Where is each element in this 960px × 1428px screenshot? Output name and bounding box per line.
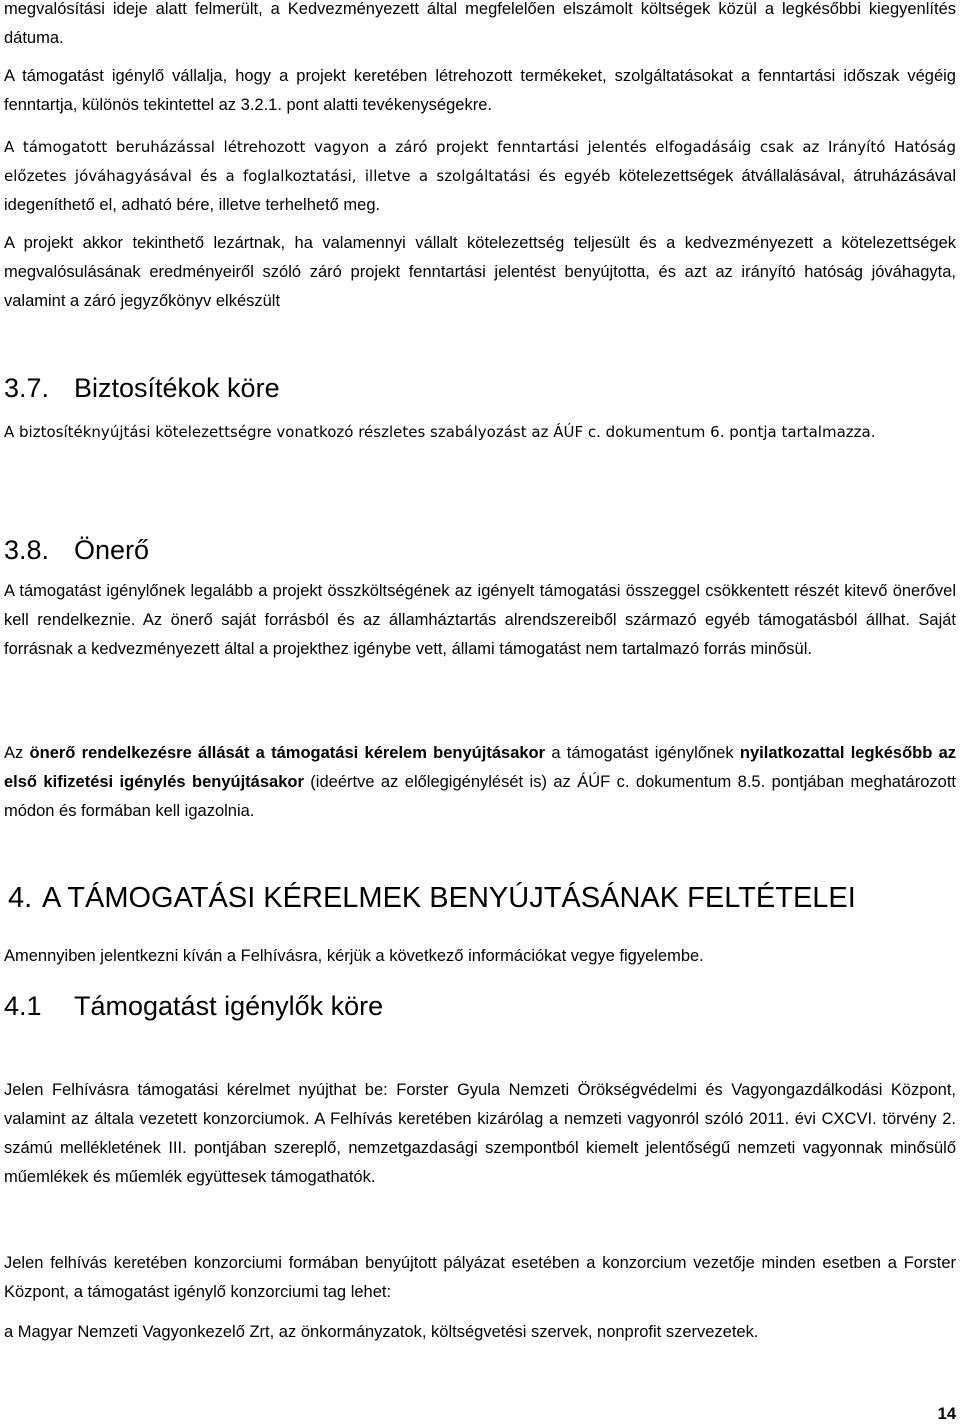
text-run: a támogatást igénylőnek <box>545 744 740 762</box>
paragraph-7 <box>4 739 956 826</box>
paragraph-3-part-2: kötelezettségek átvállalásával, átruházásával idegeníthető el, adható bére, illetve terhelhető meg. <box>4 167 956 214</box>
page-number: 14 <box>937 1405 956 1423</box>
bold-run: nyilatkozattal legkésőbb az első kifizetési igénylés benyújtásakor <box>4 744 957 791</box>
section-number: 3.7. <box>4 373 50 403</box>
paragraph-5: A biztosítéknyújtási kötelezettségre vonatkozó részletes szabályozást az ÁÚF c. dokumentum 6. pontja tartalmazza. <box>4 423 876 441</box>
chapter-heading-4 <box>4 881 856 915</box>
chapter-title: A TÁMOGATÁSI KÉRELMEK BENYÚJTÁSÁNAK FELTÉTELEI <box>42 882 856 914</box>
text-run: Az <box>4 744 30 762</box>
section-title: Támogatást igénylők köre <box>74 991 384 1021</box>
bold-run: rendelkezésre állását a támogatási kérelem benyújtásakor <box>81 744 546 762</box>
paragraph-6: A támogatást igénylőnek legalább a projekt összköltségének az igényelt támogatási összeggel csökkentett részét kitevő önerővel kell rendelkeznie. Az önerő saját forrásból és az államháztartás alrendszereiből származó egyéb támogatásból állhat. Saját forrásnak a kedvezményezett által a projekthez igénybe vett, állami támogatást nem tartalmazó forrás minősül. <box>4 582 956 658</box>
paragraph-8: Amennyiben jelentkezni kíván a Felhívásra, kérjük a következő információkat vegye figyelembe. <box>4 947 704 965</box>
paragraph-2: A támogatást igénylő vállalja, hogy a projekt keretében létrehozott termékeket, szolgáltatásokat a fenntartási időszak végéig fenntartja, különös tekintettel az 3.2.1. pont alatti tevékenységekre. <box>4 67 956 114</box>
paragraph-4: A projekt akkor tekinthető lezártnak, ha valamennyi vállalt kötelezettség teljesült és a kedvezményezett a kötelezettségek megvalósulásának eredményeiről szóló záró projekt fenntartási jelentést benyújtotta, és azt az irányító hatóság jóváhagyta, valamint a záró jegyzőkönyv elkészült <box>4 234 956 310</box>
section-heading-3-7 <box>4 371 280 405</box>
paragraph-1: megvalósítási ideje alatt felmerült, a Kedvezményezett által megfelelően elszámolt költségek közül a legkésőbbi kiegyenlítés dátuma. <box>4 0 956 47</box>
section-heading-3-8 <box>4 533 149 567</box>
paragraph-9: Jelen Felhívásra támogatási kérelmet nyújthat be: Forster Gyula Nemzeti Örökségvédelmi és Vagyongazdálkodási Központ, valamint az általa vezetett konzorciumok. A Felhívás keretében kizárólag a nemzeti vagyonról szóló 2011. évi CXCVI. törvény 2. számú mellékletének III. pontjában szereplő, nemzetgazdasági szempontból kiemelt jelentőségű nemzeti vagyonnak minősülő műemlékek és műemlék együttesek támogathatók. <box>4 1081 956 1186</box>
paragraph-3 <box>4 133 956 220</box>
section-number: 3.8. <box>4 535 50 565</box>
section-title: Önerő <box>74 535 150 565</box>
paragraph-10: Jelen felhívás keretében konzorciumi formában benyújtott pályázat esetében a konzorcium vezetője minden esetben a Forster Központ, a támogatást igénylő konzorciumi tag lehet: <box>4 1254 956 1301</box>
section-title: Biztosítékok köre <box>74 373 280 403</box>
paragraph-11: a Magyar Nemzeti Vagyonkezelő Zrt, az önkormányzatok, költségvetési szervek, nonprofit szervezetek. <box>4 1323 759 1341</box>
chapter-number: 4. <box>8 882 33 914</box>
bold-run: önerő <box>29 744 76 762</box>
section-number: 4.1 <box>4 991 42 1021</box>
text-run: (ideértve az előlegigénylését is) az ÁÚF c. dokumentum 8.5. pontjában meghatározott módon és formában kell igazolnia. <box>4 773 956 820</box>
section-heading-4-1 <box>4 989 383 1023</box>
paragraph-3-part-1: A támogatott beruházással létrehozott vagyon a záró projekt fenntartási jelentés elfogadásáig csak az Irányító Hatóság előzetes jóváhagyásával és a foglalkoztatási, illetve a szolgáltatási és egyéb <box>4 138 956 185</box>
